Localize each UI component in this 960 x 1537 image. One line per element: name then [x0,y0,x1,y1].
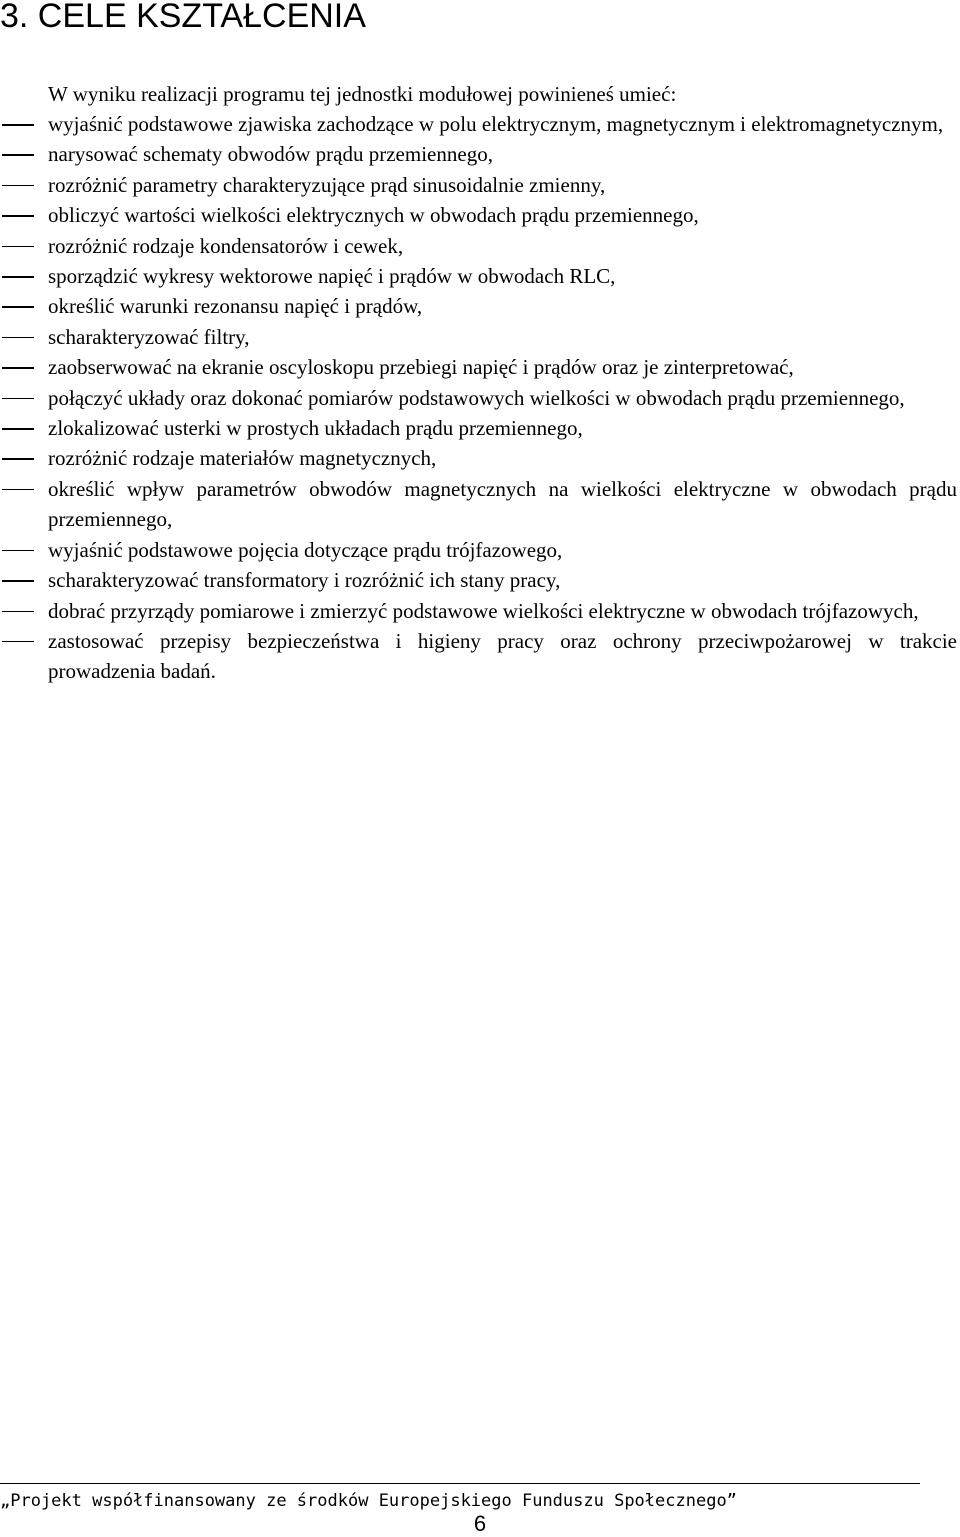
list-item [0,200,957,230]
list-item-text: wyjaśnić podstawowe zjawiska zachodzące w polu elektrycznym, magnetycznym i elektromagnetycznym, [48,112,944,136]
dash-bullet-icon [2,641,34,643]
dash-bullet-icon [2,458,34,460]
list-item [0,322,957,352]
dash-bullet-icon [2,185,34,187]
dash-bullet-icon [2,306,34,308]
list-item-text: scharakteryzować filtry, [48,324,250,349]
list-item-text: określić wpływ parametrów obwodów magnetycznych na wielkości elektryczne w obwodach prądu przemiennego, [48,476,957,532]
list-item-text: zlokalizować usterki w prostych układach prądu przemiennego, [48,416,583,441]
dash-bullet-icon [2,398,34,400]
dash-bullet-icon [2,337,34,339]
list-item-text: rozróżnić parametry charakteryzujące prąd sinusoidalnie zmienny, [48,172,606,197]
dash-bullet-icon [2,276,34,278]
dash-bullet-icon [2,580,34,582]
list-item-text: określić warunki rezonansu napięć i prądów, [48,294,423,319]
list-item-text: sporządzić wykresy wektorowe napięć i prądów w obwodach RLC, [48,264,616,289]
dash-bullet-icon [2,550,34,552]
list-item [0,535,957,565]
list-item-text: obliczyć wartości wielkości elektrycznych w obwodach prądu przemiennego, [48,203,699,228]
list-item [0,626,957,687]
dash-bullet-icon [2,367,34,369]
list-item [0,596,957,626]
dash-bullet-icon [2,124,34,126]
list-item-text: narysować schematy obwodów prądu przemiennego, [48,142,493,167]
page-number: 6 [473,1511,487,1536]
list-item [0,565,957,595]
list-item [0,413,957,443]
list-item-text: dobrać przyrządy pomiarowe i zmierzyć podstawowe wielkości elektryczne w obwodach trójfazowych, [48,598,919,623]
list-item [0,231,957,261]
dash-bullet-icon [2,489,34,491]
list-item-text: wyjaśnić podstawowe pojęcia dotyczące prądu trójfazowego, [48,537,563,562]
dash-bullet-icon [2,215,34,217]
footer-divider [0,1483,920,1484]
list-item-text: zastosować przepisy bezpieczeństwa i higieny pracy oraz ochrony przeciwpożarowej w trakcie prowadzenia badań. [48,628,957,684]
dash-bullet-icon [2,154,34,156]
list-item [0,443,957,473]
list-item [0,139,957,169]
list-item [0,170,957,200]
intro-text: W wyniku realizacji programu tej jednostki modułowej powinieneś umieć: [48,82,677,106]
list-item-text: rozróżnić rodzaje materiałów magnetycznych, [48,446,437,471]
page-title: 3. CELE KSZTAŁCENIA [0,0,366,35]
dash-bullet-icon [2,428,34,430]
list-item-text: połączyć układy oraz dokonać pomiarów podstawowych wielkości w obwodach prądu przemiennego, [48,385,905,410]
list-item [0,109,957,139]
dash-bullet-icon [2,611,34,613]
dash-bullet-icon [2,246,34,248]
footer-funding-note: „Projekt współfinansowany ze środków Europejskiego Funduszu Społecznego” [0,1491,737,1511]
learning-goals-list [0,109,957,687]
list-item [0,352,957,382]
list-item [0,474,957,535]
list-item [0,291,957,321]
list-item [0,383,957,413]
list-item-text: scharakteryzować transformatory i rozróżnić ich stany pracy, [48,568,561,593]
list-item-text: rozróżnić rodzaje kondensatorów i cewek, [48,233,404,258]
list-item-text: zaobserwować na ekranie oscyloskopu przebiegi napięć i prądów oraz je zinterpretować, [48,355,794,380]
list-item [0,261,957,291]
